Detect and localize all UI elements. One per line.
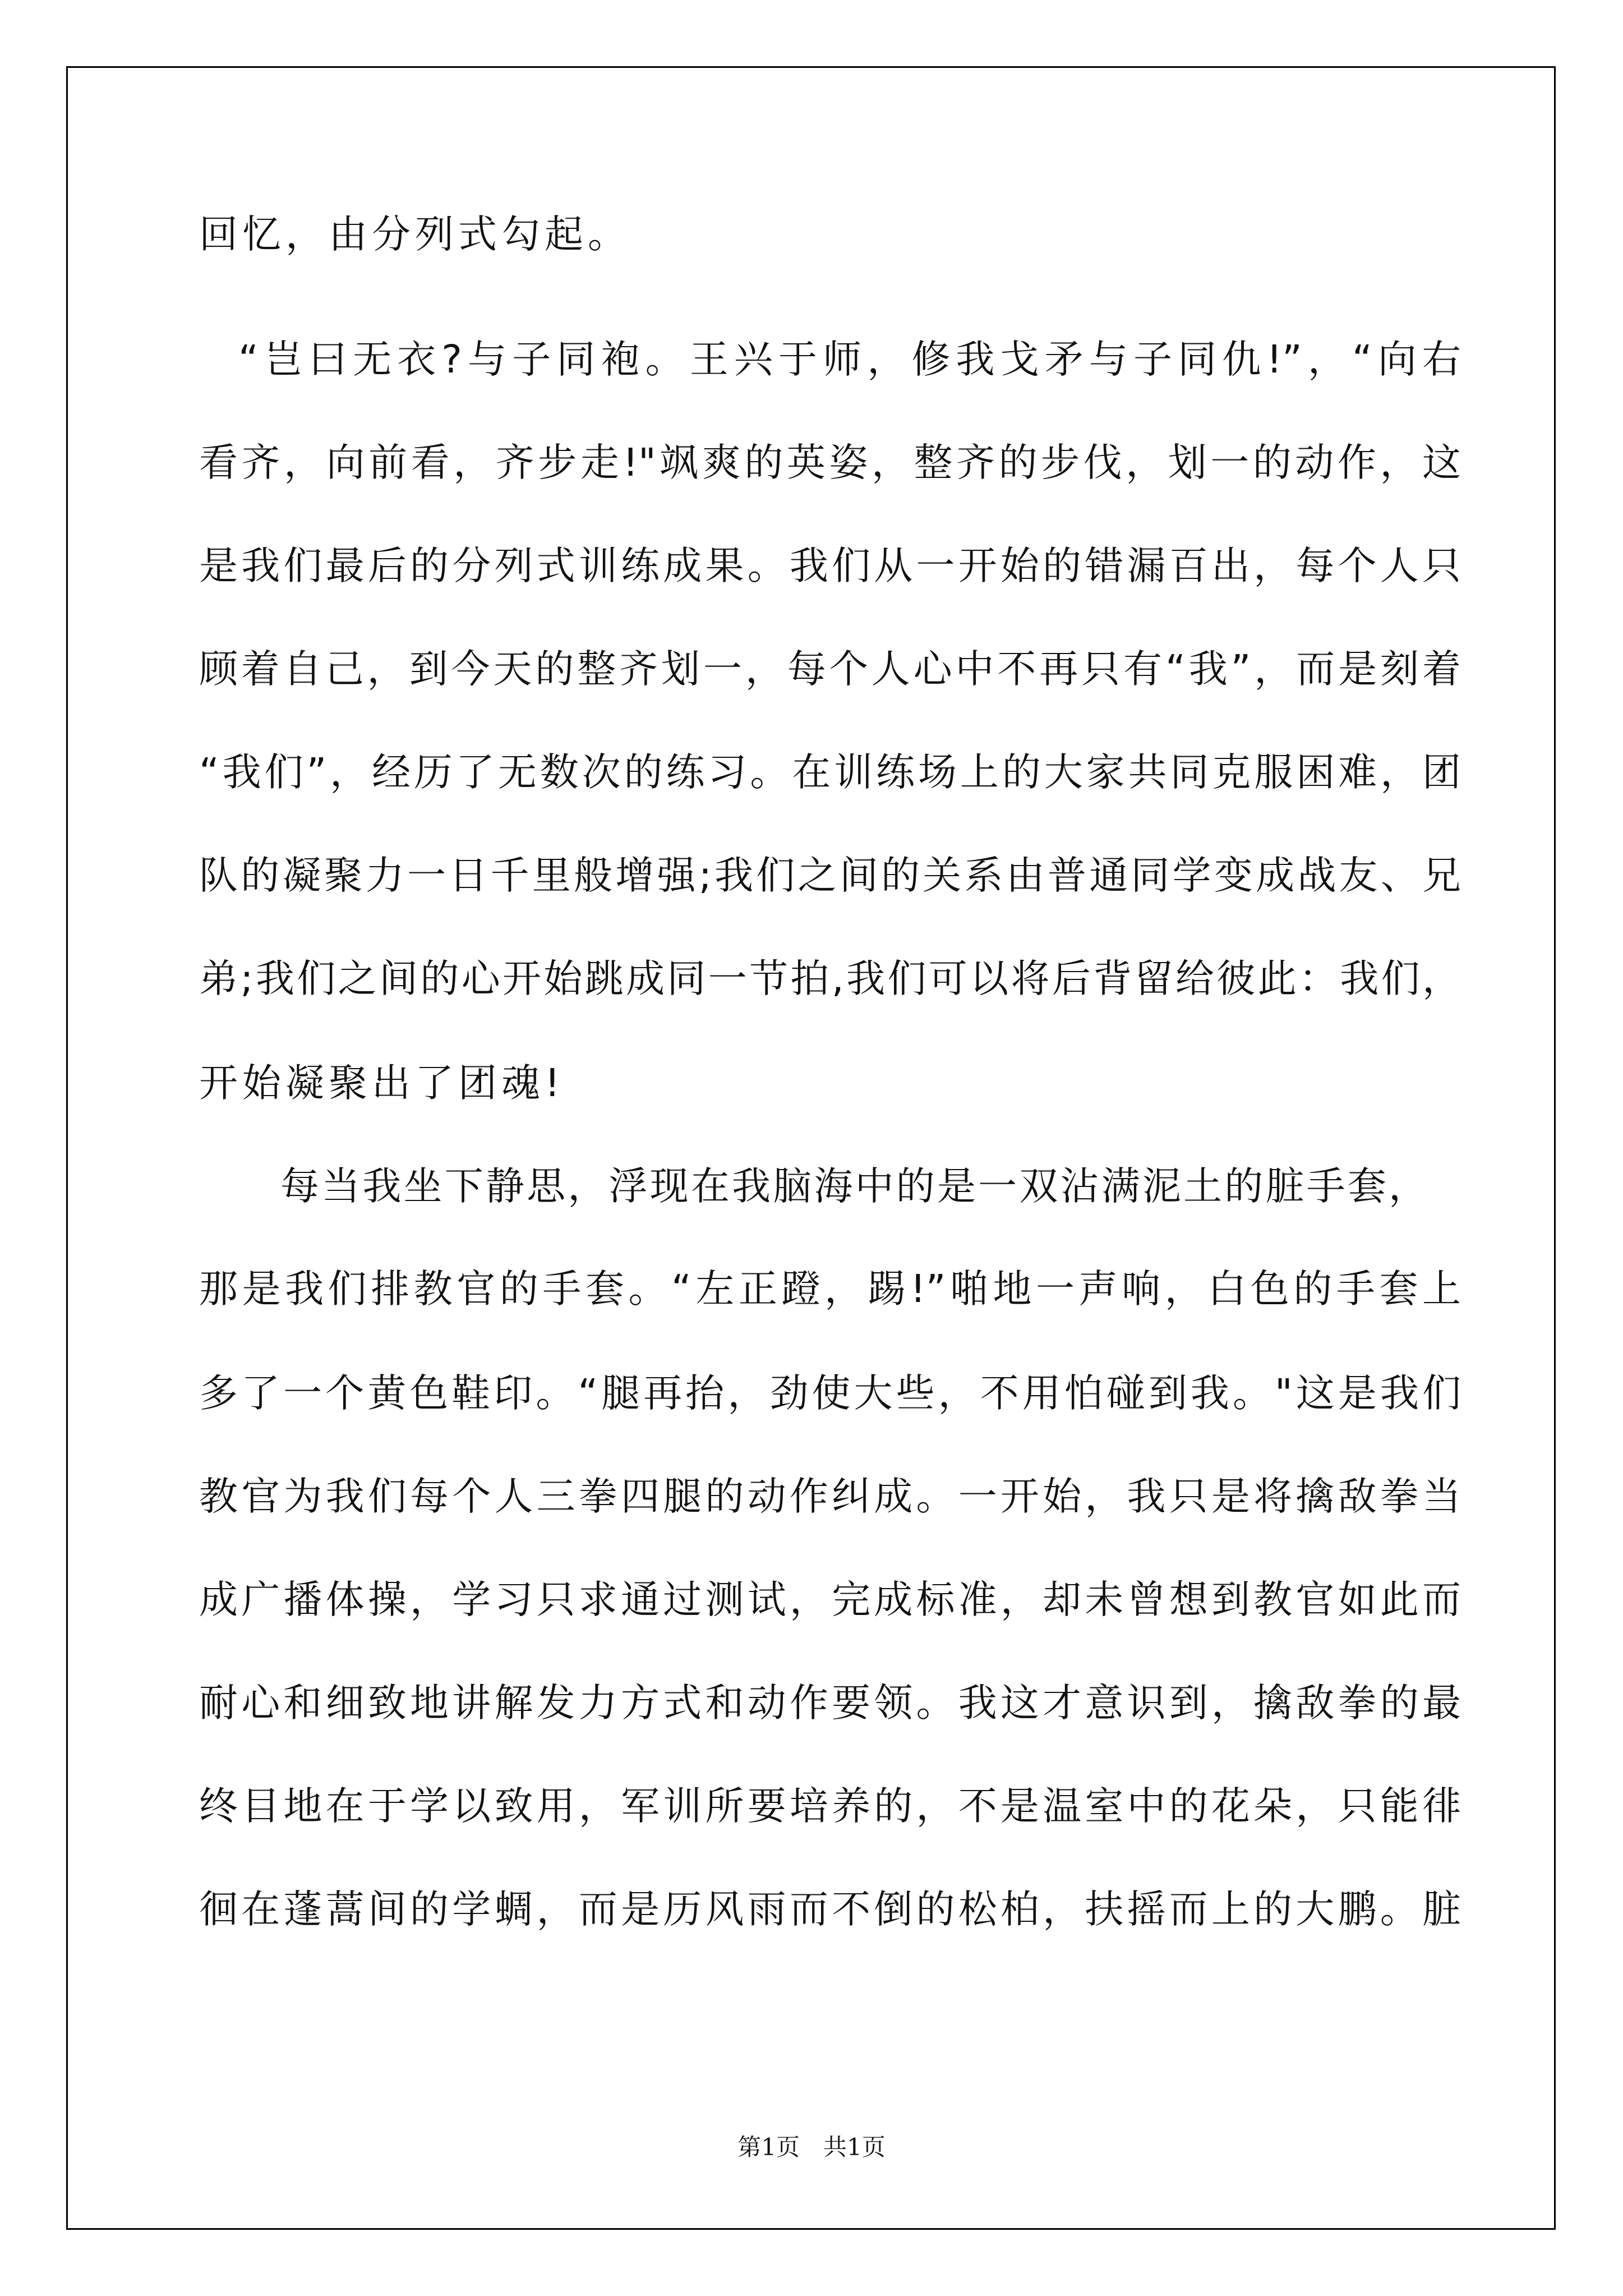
- text-line: 那是我们排教官的手套。“左正蹬，踢!”啪地一声响，白色的手套上: [199, 1267, 1461, 1312]
- text-line: “我们”，经历了无数次的练习。在训练场上的大家共同克服困难，团: [199, 750, 1461, 795]
- text-line: 多了一个黄色鞋印。“腿再抬，劲使大些，不用怕碰到我。"这是我们: [199, 1371, 1461, 1416]
- text-line: 开始凝聚出了团魂!: [199, 1061, 565, 1106]
- text-line: 弟;我们之间的心开始跳成同一节拍,我们可以将后背留给彼此：我们，: [199, 956, 1461, 1001]
- text-line: 教官为我们每个人三拳四腿的动作纠成。一开始，我只是将擒敌拳当: [199, 1474, 1461, 1519]
- text-line: 徊在蓬蒿间的学蜩，而是历风雨而不倒的松柏，扶摇而上的大鹏。脏: [199, 1887, 1461, 1932]
- text-line: 每当我坐下静思，浮现在我脑海中的是一双沾满泥土的脏手套，: [280, 1164, 1427, 1209]
- text-line: 看齐，向前看，齐步走!"飒爽的英姿，整齐的步伐，划一的动作，这: [199, 440, 1461, 485]
- text-line: 终目地在于学以致用，军训所要培养的，不是温室中的花朵，只能徘: [199, 1784, 1461, 1829]
- page-number: 第1页 共1页: [737, 2133, 886, 2161]
- text-line: 是我们最后的分列式训练成果。我们从一开始的错漏百出，每个人只: [199, 544, 1461, 588]
- text-line: 成广播体操，学习只求通过测试，完成标准，却未曾想到教官如此而: [199, 1577, 1461, 1622]
- text-line: 顾着自己，到今天的整齐划一，每个人心中不再只有“我”，而是刻着: [199, 647, 1461, 692]
- text-line: 耐心和细致地讲解发力方式和动作要领。我这才意识到，擒敌拳的最: [199, 1681, 1461, 1726]
- text-line: “岂曰无衣?与子同袍。王兴于师，修我戈矛与子同仇!”，“向右: [238, 337, 1461, 382]
- text-line: 回忆，由分列式勾起。: [199, 212, 631, 257]
- text-line: 队的凝聚力一日千里般增强;我们之间的关系由普通同学变成战友、兄: [199, 853, 1461, 898]
